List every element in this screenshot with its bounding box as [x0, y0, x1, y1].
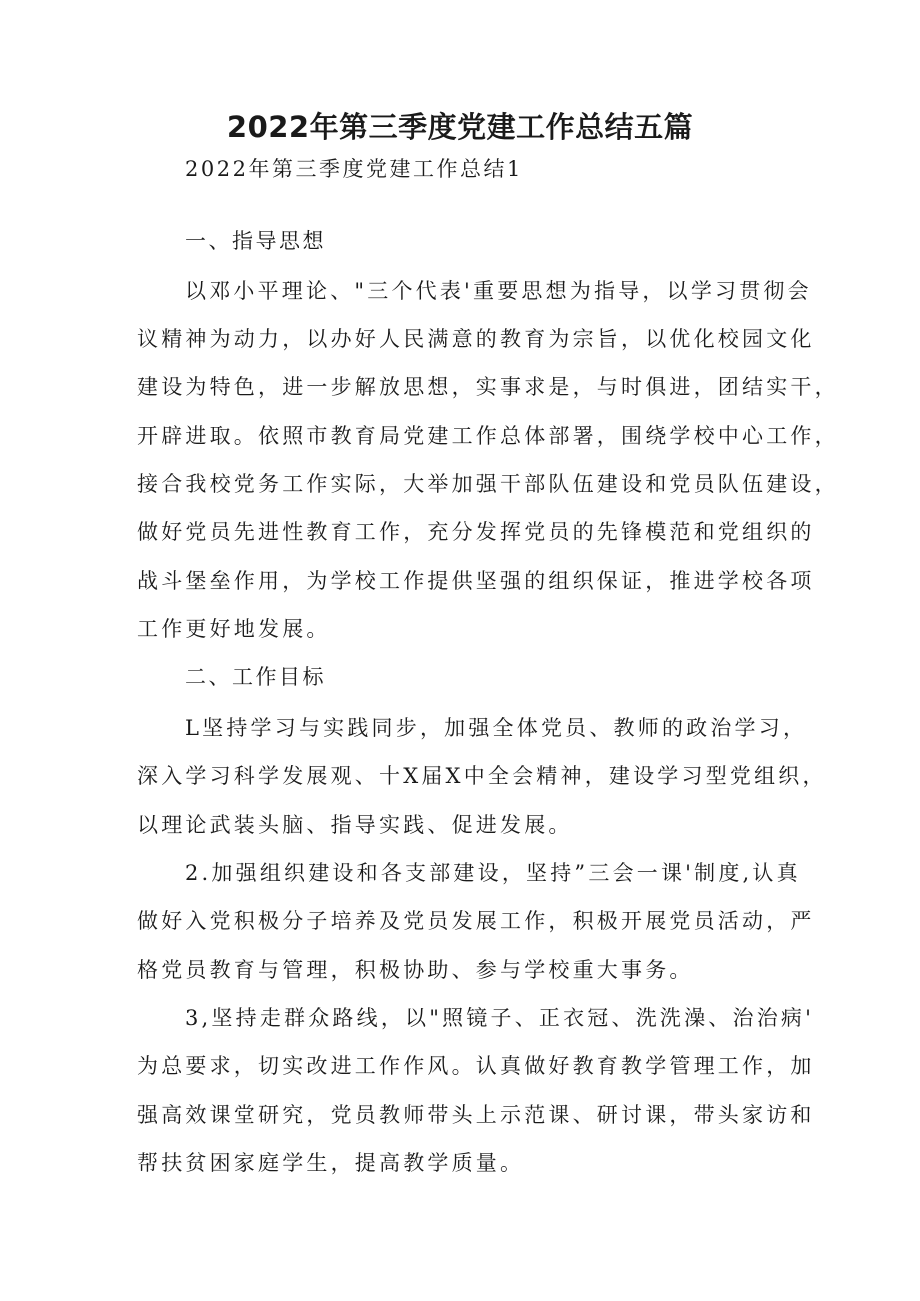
paragraph-line: 以邓小平理论、"三个代表'重要思想为指导，以学习贯彻会 — [185, 279, 812, 303]
paragraph-line: 接合我校党务工作实际，大举加强干部队伍建设和党员队伍建设， — [137, 472, 839, 496]
paragraph-line: 为总要求，切实改进工作作风。认真做好教育教学管理工作，加 — [137, 1054, 815, 1078]
paragraph-line: 格党员教育与管理，积极协助、参与学校重大事务。 — [137, 958, 694, 982]
paragraph-line: 3,坚持走群众路线，以"照镜子、正衣冠、洗洗澡、治治病' — [185, 1006, 815, 1030]
paragraph-line: 做好党员先进性教育工作，充分发挥党员的先锋模范和党组织的 — [137, 520, 815, 544]
paragraph-line: 做好入党积极分子培养及党员发展工作，积极开展党员活动，严 — [137, 909, 815, 933]
paragraph-line: 强高效课堂研究，党员教师带头上示范课、研讨课，带头家访和 — [137, 1103, 815, 1127]
section-heading: 一、指导思想 — [185, 229, 326, 253]
paragraph-line: 议精神为动力，以办好人民满意的教育为宗旨，以优化校园文化 — [137, 327, 815, 351]
paragraph-line: 2.加强组织建设和各支部建设，坚持”三会一课'制度,认真 — [185, 861, 801, 885]
document-title: 2022年第三季度党建工作总结五篇 — [226, 110, 694, 144]
paragraph-line: 战斗堡垒作用，为学校工作提供坚强的组织保证，推进学校各项 — [137, 569, 815, 593]
paragraph-line: 以理论武装头脑、指导实践、促进发展。 — [137, 813, 573, 837]
paragraph-line: 帮扶贫困家庭学生，提高教学质量。 — [137, 1151, 525, 1175]
paragraph-line: L坚持学习与实践同步，加强全体党员、教师的政治学习， — [185, 716, 808, 740]
paragraph-line: 深入学习科学发展观、十X届X中全会精神，建设学习型党组织， — [137, 764, 827, 788]
paragraph-line: 建设为特色，进一步解放思想，实事求是，与时俱进，团结实干， — [137, 375, 839, 399]
paragraph-line: 开辟进取。依照市教育局党建工作总体部署，围绕学校中心工作， — [137, 424, 839, 448]
document-subtitle: 2022年第三季度党建工作总结1 — [185, 157, 523, 181]
section-heading: 二、工作目标 — [185, 665, 326, 689]
paragraph-line: 工作更好地发展。 — [137, 617, 331, 641]
